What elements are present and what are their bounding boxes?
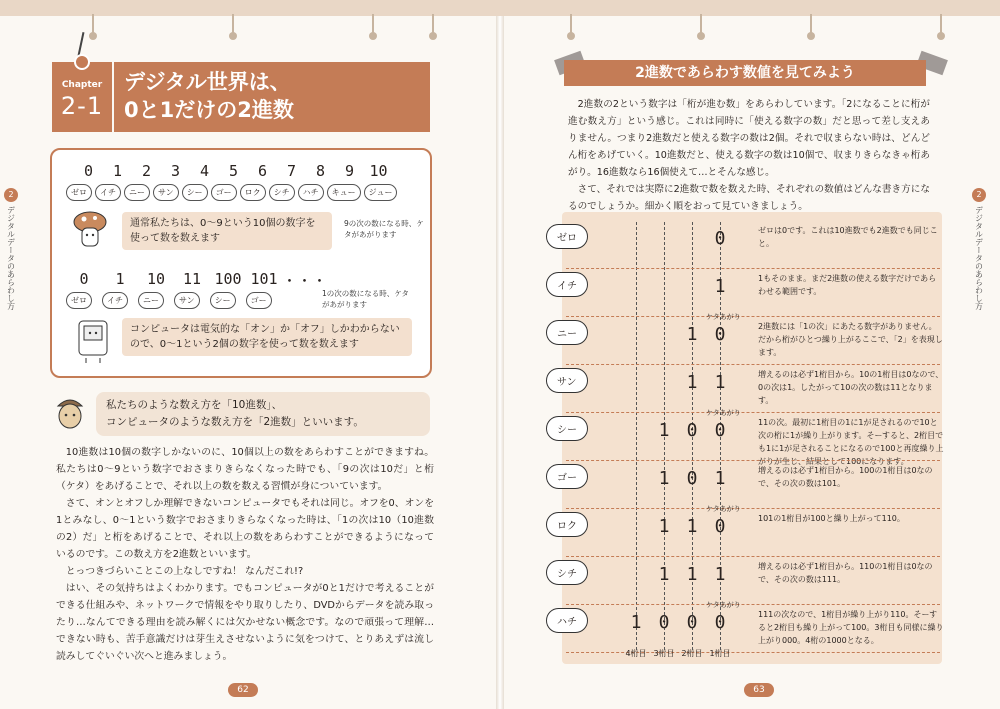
- decimal-hand-note: 9の次の数になる時、ケタがあがります: [344, 219, 424, 239]
- digit: 101: [250, 270, 278, 288]
- row-kana-label: ゴー: [546, 464, 588, 489]
- binary-digit: 1: [658, 468, 670, 489]
- row-kana-label: シチ: [546, 560, 588, 585]
- binary-digit: 1: [630, 612, 642, 633]
- digit: 100: [214, 270, 242, 288]
- digit: 6: [257, 162, 268, 180]
- pin-decoration: [232, 14, 234, 36]
- binary-digit: 1: [686, 516, 698, 537]
- chapter-word: Chapter: [61, 80, 103, 90]
- row-kana-label: ロク: [546, 512, 588, 537]
- column-header: 1桁目: [709, 649, 731, 658]
- digit: 5: [228, 162, 239, 180]
- pin-decoration: [940, 14, 942, 36]
- digit: 1: [112, 162, 123, 180]
- row-divider: [566, 604, 940, 605]
- row-note: 101の1桁目が100と繰り上がって110。: [758, 514, 905, 523]
- digit: 0: [83, 162, 94, 180]
- pin-decoration: [700, 14, 702, 36]
- binary-digit: 0: [714, 612, 726, 633]
- page-number: 62: [228, 683, 258, 697]
- page-number: 63: [744, 683, 774, 697]
- book-spine: [496, 0, 504, 709]
- binary-digit: 1: [686, 564, 698, 585]
- side-tab-text: デジタルデータのあらわし方: [6, 206, 16, 310]
- chapter-title: [114, 62, 430, 132]
- paragraph: はい、その気持ちはよくわかります。でもコンピュータが0と1だけで考えることができる仕組みや、ネットワークで情報をやり取りしたり、DVDからデータを読み取ったり…なんてできる理由を読み解くには欠かせない概念です。なので頑張って理解…できない時も、苦手意識だけは芽生えさせないように気をつけて、とりあえずは流し読みしてぐいぐい次へと進みましょう。: [56, 583, 434, 662]
- column-divider: [636, 222, 637, 650]
- row-divider: [566, 460, 940, 461]
- pin-decoration: [810, 14, 812, 36]
- column-header: 2桁目: [681, 649, 703, 658]
- row-note: 1もそのまま。まだ2進数の使える数字だけであらわせる範囲です。: [758, 274, 937, 296]
- decimal-note: 通常私たちは、0～9という10個の数字を使って数を数えます: [122, 212, 332, 250]
- row-note: ゼロは0です。これは10進数でも2進数でも同じこと。: [758, 226, 938, 248]
- kana-bubble: サン: [174, 292, 200, 309]
- binary-digit: 0: [686, 420, 698, 441]
- binary-digit: 1: [714, 276, 726, 297]
- kana-bubble: サン: [153, 184, 179, 201]
- digit: 2: [141, 162, 152, 180]
- digit: 3: [170, 162, 181, 180]
- side-tab-left: [2, 188, 20, 310]
- binary-digit: 0: [714, 324, 726, 345]
- left-body: [56, 444, 434, 665]
- binary-note: コンピュータは電気的な「オン」か「オフ」しかわからないので、0～1という2個の数字を使って数を数えます: [122, 318, 412, 356]
- pin-decoration: [372, 14, 374, 36]
- column-header: 4桁目: [625, 649, 647, 658]
- row-divider: [566, 316, 940, 317]
- chapter-number: 2-1: [60, 92, 104, 120]
- kana-bubble: ゼロ: [66, 184, 92, 201]
- digit: 1: [115, 270, 125, 288]
- binary-digit: 1: [686, 372, 698, 393]
- row-divider: [566, 268, 940, 269]
- carry-label: ケタあがり: [706, 313, 741, 321]
- binary-kana-row: [66, 292, 282, 309]
- binary-digit: 1: [658, 516, 670, 537]
- pin-decoration: [432, 14, 434, 36]
- column-header: 3桁目: [653, 649, 675, 658]
- pin-decoration: [92, 14, 94, 36]
- digit: ・・・: [282, 272, 328, 290]
- binary-digit: 0: [714, 420, 726, 441]
- row-kana-label: ハチ: [546, 608, 588, 633]
- kana-bubble: ゴー: [211, 184, 237, 201]
- digit: 8: [315, 162, 326, 180]
- decimal-digit-row: [74, 162, 393, 180]
- carry-label: ケタあがり: [706, 505, 741, 513]
- digit: 0: [79, 270, 89, 288]
- digit: 10: [369, 162, 388, 180]
- speech-bubble: [96, 392, 430, 436]
- binary-digit-row: [66, 270, 328, 291]
- row-note: 増えるのは必ず1桁目から。10の1桁目は0なので、0の次は1。したがって10の次の数は11となります。: [758, 370, 944, 405]
- digit: 10: [146, 270, 166, 288]
- kana-bubble: ニー: [138, 292, 164, 309]
- kana-bubble: イチ: [102, 292, 128, 309]
- kana-bubble: イチ: [95, 184, 121, 201]
- kana-bubble: ジュー: [364, 184, 398, 201]
- paragraph: 10進数は10個の数字しかないのに、10個以上の数をあらわすことができますね。私たちは0～9という数字でおさまりきらなくなった時でも、「9の次は10だ」と桁（ケタ）をあげることで、それ以上の数を数える習慣が身についています。: [56, 447, 434, 492]
- binary-digit: 1: [714, 564, 726, 585]
- row-divider: [566, 508, 940, 509]
- kana-bubble: シー: [182, 184, 208, 201]
- binary-digit: 1: [686, 324, 698, 345]
- binary-digit: 0: [686, 612, 698, 633]
- digit: 7: [286, 162, 297, 180]
- paragraph: さて、オンとオフしか理解できないコンピュータでもそれは同じ。オフを0、オンを1とみなし、0～1という数字でおさまりきらなくなった時は、「1の次は10（10進数の2）だ」と桁をあげることで、それ以上の数をあらわすことができるようになっているのです。この数え方を2進数といいます。: [56, 498, 434, 560]
- binary-digit: 0: [686, 468, 698, 489]
- kana-bubble: シー: [210, 292, 236, 309]
- binary-digit: 1: [658, 564, 670, 585]
- kana-bubble: キュー: [327, 184, 361, 201]
- side-tab-text: デジタルデータのあらわし方: [974, 206, 984, 310]
- side-tab-number: 2: [4, 188, 18, 202]
- kana-bubble: ロク: [240, 184, 266, 201]
- chapter-title-line1: デジタル世界は、: [124, 70, 291, 94]
- kana-bubble: ゼロ: [66, 292, 92, 309]
- row-kana-label: イチ: [546, 272, 588, 297]
- binary-digit: 1: [714, 372, 726, 393]
- kana-bubble: ハチ: [298, 184, 324, 201]
- paragraph: 2進数の2という数字は「桁が進む数」をあらわしています。「2になることに桁が進む数え方」という感じ。これは同時に「使える数字の数」だと思って差し支えありません。つまり2進数だと使える数字の数は2個。それで収まらない時は、どんどん桁をあげていく。10進数だと、使える数字の数は10個で、収まりきらなきゃ桁あがり。16進数なら16個使えて…とそんな感じ。: [568, 99, 930, 178]
- acorn-icon: [52, 392, 88, 430]
- row-kana-label: ニー: [546, 320, 588, 345]
- section-banner: 2進数であらわす数値を見てみよう: [564, 60, 926, 86]
- row-divider: [566, 556, 940, 557]
- binary-hand-note: 1の次の数になる時、ケタがあがります: [322, 289, 409, 309]
- binary-digit: 1: [658, 420, 670, 441]
- ring-icon: [74, 54, 90, 70]
- decimal-kana-row: [66, 184, 400, 201]
- row-divider: [566, 412, 940, 413]
- row-kana-label: サン: [546, 368, 588, 393]
- mushroom-icon: [72, 210, 108, 250]
- pin-decoration: [570, 14, 572, 36]
- row-note: 増えるのは必ず1桁目から。110の1桁目は0なので、その次の数は111。: [758, 562, 933, 584]
- computer-character-icon: [76, 318, 110, 364]
- chapter-title-line2: 0と1だけの2進数: [124, 98, 294, 122]
- speech-line1: 私たちのような数え方を「10進数」、: [106, 399, 283, 411]
- row-kana-label: ゼロ: [546, 224, 588, 249]
- carry-label: ケタあがり: [706, 409, 741, 417]
- binary-digit: 0: [714, 516, 726, 537]
- row-kana-label: シー: [546, 416, 588, 441]
- row-note: 11の次。最初に1桁目の1に1が足されるので10と次の桁に1が繰り上がります。そーすると、2桁目でも1に1が足されることになるので100と再度繰り上がりが生じ、結果として100になります。: [758, 418, 944, 466]
- paragraph: とっつきづらいことこの上なしですね！ なんだこれ!?: [65, 566, 304, 577]
- row-divider: [566, 364, 940, 365]
- paragraph: さて、それでは実際に2進数で数を数えた時、それぞれの数値はどんな書き方になるのでしょうか。細かく順をおって見ていきましょう。: [568, 184, 930, 212]
- row-note: 2進数には「1の次」にあたる数字がありません。だから桁がひとつ繰り上がるここで、「2」を表現します。: [758, 322, 943, 357]
- illustration-box: [50, 148, 432, 378]
- row-note: 111の次なので、1桁目が繰り上がり110。そーすると2桁目も繰り上がって100。3桁目も同様に繰り上がり000。4桁の1000となる。: [758, 610, 944, 645]
- kana-bubble: ゴー: [246, 292, 272, 309]
- digit: 11: [182, 270, 202, 288]
- top-band: [0, 0, 1000, 16]
- kana-bubble: ニー: [124, 184, 150, 201]
- speech-line2: コンピュータのような数え方を「2進数」といいます。: [106, 416, 364, 428]
- binary-digit: 0: [714, 228, 726, 249]
- binary-digit: 1: [714, 468, 726, 489]
- binary-digit: 0: [658, 612, 670, 633]
- carry-label: ケタあがり: [706, 601, 741, 609]
- kana-bubble: シチ: [269, 184, 295, 201]
- right-body: [568, 96, 930, 215]
- chapter-box: [52, 62, 112, 132]
- digit: 4: [199, 162, 210, 180]
- row-note: 増えるのは必ず1桁目から。100の1桁目は0なので、その次の数は101。: [758, 466, 933, 488]
- side-tab-right: [970, 188, 988, 310]
- digit: 9: [344, 162, 355, 180]
- side-tab-number: 2: [972, 188, 986, 202]
